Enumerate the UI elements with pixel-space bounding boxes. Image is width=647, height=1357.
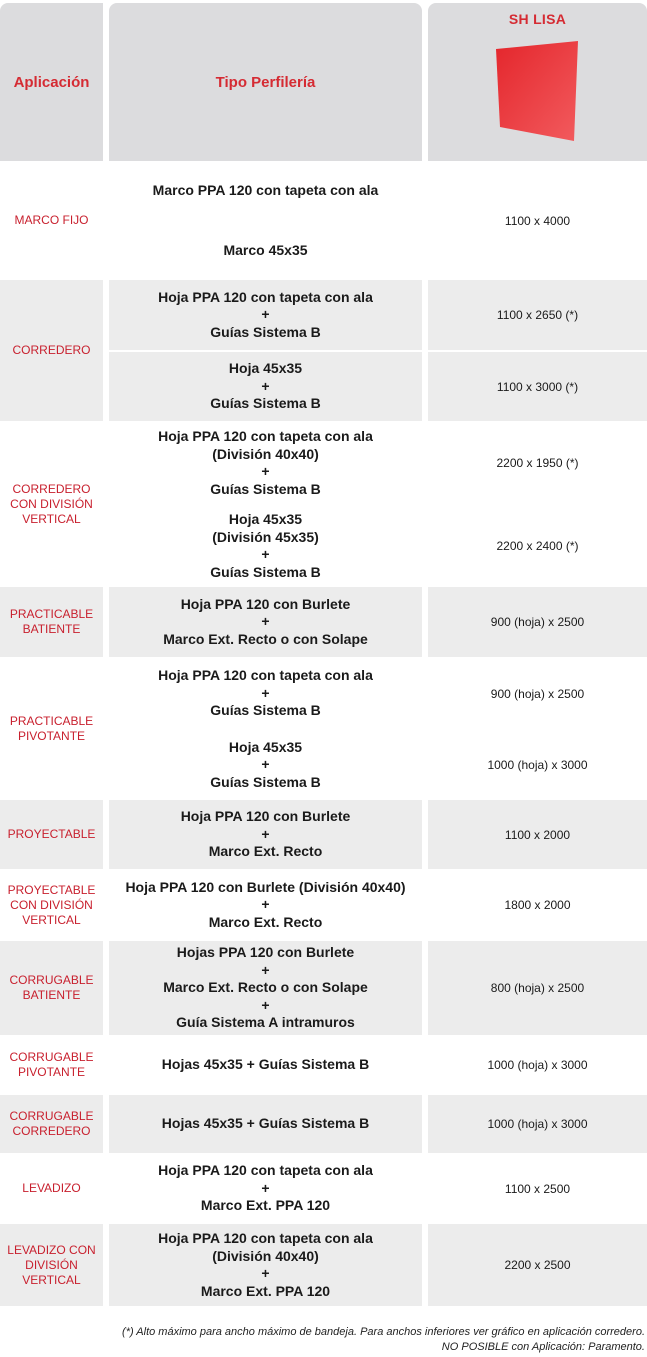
aplicacion-cell bbox=[0, 280, 103, 421]
medida-cell bbox=[428, 1036, 647, 1094]
tipo-line: + bbox=[261, 896, 270, 913]
aplicacion-label: CORRUGABLE PIVOTANTE bbox=[9, 1050, 94, 1079]
medida-cell bbox=[428, 1154, 647, 1223]
tipo-perfileria-text bbox=[162, 1115, 369, 1133]
medida-cell bbox=[428, 422, 647, 504]
medida-cell bbox=[428, 587, 647, 657]
aplicacion-label: PROYECTABLE CON DIVISIÓN VERTICAL bbox=[7, 882, 96, 927]
tipo-line: + bbox=[261, 756, 270, 773]
medida-cell bbox=[428, 800, 647, 869]
tipo-line: Guías Sistema B bbox=[210, 323, 321, 340]
tipo-perfileria-text bbox=[158, 289, 373, 342]
tipo-line: Hoja PPA 120 con Burlete bbox=[180, 595, 351, 612]
medida-value: 900 (hoja) x 2500 bbox=[490, 615, 585, 629]
tipo-perfileria-text bbox=[158, 1230, 373, 1300]
aplicacion-cell bbox=[0, 1095, 103, 1153]
header-tipo-label: Tipo Perfilería bbox=[215, 73, 316, 91]
medida-value: 1100 x 2500 bbox=[504, 1181, 571, 1196]
tipo-line: Guías Sistema B bbox=[210, 395, 321, 412]
aplicacion-cell bbox=[0, 1154, 103, 1223]
tipo-line: Hoja PPA 120 con Burlete bbox=[180, 808, 351, 825]
aplicacion-cell bbox=[0, 870, 103, 940]
header-aplicacion-label: Aplicación bbox=[13, 73, 90, 91]
tipo-line: + bbox=[261, 961, 270, 978]
tipo-cell bbox=[109, 222, 422, 279]
tipo-perfileria-text bbox=[210, 739, 321, 792]
tipo-line: Guía Sistema A intramuros bbox=[176, 1014, 355, 1031]
tipo-cell bbox=[109, 1154, 422, 1223]
tipo-perfileria-text bbox=[210, 511, 321, 581]
tipo-line: + bbox=[261, 684, 270, 701]
medida-value: 1100 x 3000 (*) bbox=[496, 379, 579, 394]
aplicacion-cell bbox=[0, 658, 103, 799]
tipo-line: Hojas 45x35 + Guías Sistema B bbox=[161, 1056, 370, 1073]
tipo-line: + bbox=[261, 463, 270, 479]
aplicacion-label: CORRUGABLE CORREDERO bbox=[9, 1109, 94, 1138]
tipo-line: Hoja 45x35 bbox=[228, 360, 303, 377]
aplicacion-cell bbox=[0, 587, 103, 657]
tipo-cell bbox=[109, 1036, 422, 1094]
tipo-line: + bbox=[261, 306, 270, 323]
tipo-perfileria-text bbox=[158, 428, 373, 498]
tipo-line: Marco Ext. Recto o con Solape bbox=[163, 630, 368, 647]
tipo-line: + bbox=[261, 996, 270, 1013]
tipo-line: Marco Ext. Recto bbox=[208, 913, 323, 930]
product-title: SH LISA bbox=[508, 11, 567, 27]
tipo-line: Guías Sistema B bbox=[210, 702, 321, 719]
tipo-line: Hoja 45x35 bbox=[228, 511, 303, 527]
medida-cell bbox=[428, 1095, 647, 1153]
tipo-perfileria-text bbox=[210, 360, 321, 413]
aplicacion-label: LEVADIZO bbox=[22, 1181, 81, 1195]
tipo-cell bbox=[109, 162, 422, 220]
tipo-cell bbox=[109, 1095, 422, 1153]
header-tipo-perfileria bbox=[109, 3, 422, 161]
tipo-line: Hoja PPA 120 con tapeta con ala bbox=[158, 288, 373, 305]
aplicacion-cell bbox=[0, 800, 103, 869]
tipo-line: (División 45x35) bbox=[212, 528, 319, 545]
tipo-cell bbox=[109, 658, 422, 729]
aplicacion-label: PRACTICABLE PIVOTANTE bbox=[9, 713, 94, 743]
tipo-line: + bbox=[261, 546, 270, 562]
aplicacion-cell bbox=[0, 1036, 103, 1094]
tipo-line: (División 40x40) bbox=[212, 445, 319, 462]
tipo-cell bbox=[109, 422, 422, 504]
footnote-line-2: NO POSIBLE con Aplicación: Paramento. bbox=[441, 1341, 645, 1353]
medida-value: 1100 x 2000 bbox=[504, 827, 571, 842]
medida-value: 1000 (hoja) x 3000 bbox=[487, 1058, 588, 1072]
medida-value: 2200 x 2500 bbox=[504, 1258, 571, 1272]
tipo-line: + bbox=[261, 377, 270, 394]
tipo-cell bbox=[109, 800, 422, 869]
tipo-line: Guías Sistema B bbox=[210, 480, 321, 497]
tipo-line: + bbox=[261, 825, 270, 842]
aplicacion-label: CORREDERO bbox=[12, 343, 91, 357]
medida-cell bbox=[428, 1224, 647, 1306]
medida-value: 1800 x 2000 bbox=[504, 898, 571, 912]
tipo-line: Hojas 45x35 + Guías Sistema B bbox=[161, 1115, 370, 1132]
medida-cell bbox=[428, 731, 647, 799]
medida-cell bbox=[428, 941, 647, 1035]
medida-cell bbox=[428, 280, 647, 350]
footnote bbox=[122, 1325, 645, 1355]
medida-value: 1100 x 4000 bbox=[504, 213, 571, 228]
tipo-perfileria-text bbox=[158, 1162, 373, 1215]
tipo-line: Hoja PPA 120 con tapeta con ala bbox=[158, 1230, 373, 1246]
aplicacion-label: PROYECTABLE bbox=[7, 827, 96, 841]
tipo-line: Marco Ext. PPA 120 bbox=[200, 1197, 331, 1214]
tipo-line: Hoja PPA 120 con tapeta con ala bbox=[158, 1162, 373, 1179]
tipo-line: + bbox=[261, 1179, 270, 1196]
tipo-perfileria-text bbox=[162, 1056, 369, 1074]
medida-cell bbox=[428, 162, 647, 279]
tipo-line: Marco Ext. Recto o con Solape bbox=[163, 979, 368, 996]
medida-value: 1100 x 2650 (*) bbox=[496, 308, 579, 322]
tipo-line: Hoja PPA 120 con Burlete (División 40x40) bbox=[125, 878, 406, 895]
medida-value: 2200 x 1950 (*) bbox=[496, 456, 579, 470]
footnote-line-1: (*) Alto máximo para ancho máximo de bandeja. Para anchos inferiores ver gráfico en aplicación corredero. bbox=[122, 1326, 645, 1338]
tipo-cell bbox=[109, 1224, 422, 1306]
tipo-perfileria-text bbox=[163, 596, 368, 649]
medida-cell bbox=[428, 658, 647, 729]
tipo-line: Hojas PPA 120 con Burlete bbox=[176, 944, 355, 961]
medida-cell bbox=[428, 870, 647, 940]
aplicacion-label: MARCO FIJO bbox=[14, 213, 89, 227]
aplicacion-cell bbox=[0, 422, 103, 586]
tipo-line: + bbox=[261, 1265, 270, 1281]
aplicacion-cell bbox=[0, 162, 103, 279]
tipo-line: Guías Sistema B bbox=[210, 773, 321, 790]
tipo-perfileria-text bbox=[163, 944, 368, 1032]
header-product bbox=[428, 3, 647, 161]
header-aplicacion bbox=[0, 3, 103, 161]
tipo-line: Hoja PPA 120 con tapeta con ala bbox=[158, 667, 373, 684]
tipo-line: + bbox=[261, 613, 270, 630]
medida-value: 1000 (hoja) x 3000 bbox=[487, 1117, 588, 1131]
medida-value: 1000 (hoja) x 3000 bbox=[487, 758, 588, 772]
aplicacion-label: LEVADIZO CON DIVISIÓN VERTICAL bbox=[7, 1242, 96, 1287]
aplicacion-label: PRACTICABLE BATIENTE bbox=[9, 607, 94, 636]
tipo-cell bbox=[109, 352, 422, 421]
tipo-perfileria-text bbox=[153, 182, 379, 200]
aplicacion-cell bbox=[0, 941, 103, 1035]
tipo-line: Hoja PPA 120 con tapeta con ala bbox=[158, 428, 373, 444]
red-panel-icon bbox=[496, 41, 580, 145]
tipo-cell bbox=[109, 941, 422, 1035]
tipo-cell bbox=[109, 587, 422, 657]
tipo-cell bbox=[109, 280, 422, 350]
tipo-line: (División 40x40) bbox=[212, 1247, 319, 1264]
medida-cell bbox=[428, 506, 647, 586]
tipo-line: Hoja 45x35 bbox=[228, 738, 303, 755]
medida-value: 2200 x 2400 (*) bbox=[496, 539, 579, 553]
tipo-line: Marco Ext. PPA 120 bbox=[200, 1282, 331, 1299]
medida-cell bbox=[428, 352, 647, 421]
aplicacion-label: CORREDERO CON DIVISIÓN VERTICAL bbox=[10, 481, 93, 526]
tipo-perfileria-text bbox=[223, 242, 307, 260]
tipo-perfileria-text bbox=[158, 667, 373, 720]
aplicacion-label: CORRUGABLE BATIENTE bbox=[9, 973, 94, 1002]
tipo-perfileria-text bbox=[181, 808, 351, 861]
tipo-perfileria-text bbox=[125, 879, 405, 932]
medida-value: 900 (hoja) x 2500 bbox=[490, 686, 585, 701]
aplicacion-cell bbox=[0, 1224, 103, 1306]
medida-value: 800 (hoja) x 2500 bbox=[490, 981, 585, 995]
tipo-cell bbox=[109, 506, 422, 586]
tipo-cell bbox=[109, 870, 422, 940]
tipo-line: Marco PPA 120 con tapeta con ala bbox=[152, 182, 379, 199]
tipo-line: Marco Ext. Recto bbox=[208, 843, 323, 860]
tipo-line: Marco 45x35 bbox=[223, 241, 308, 258]
tipo-line: Guías Sistema B bbox=[210, 563, 321, 580]
tipo-cell bbox=[109, 731, 422, 799]
